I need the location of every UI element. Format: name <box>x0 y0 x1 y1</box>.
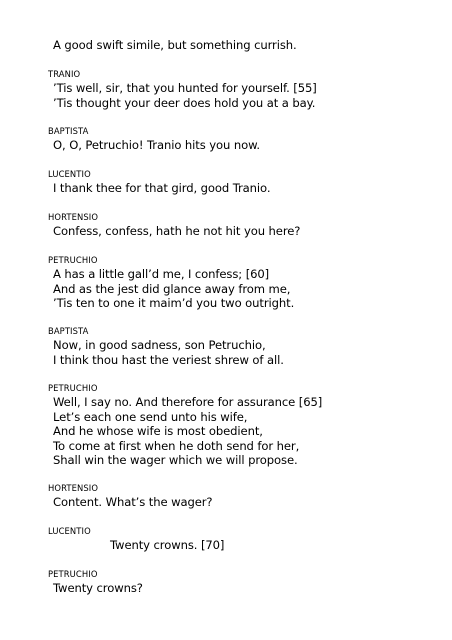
dialogue-line: I think thou hast the veriest shrew of all. <box>53 353 284 367</box>
dialogue-line: And as the jest did glance away from me, <box>53 282 291 296</box>
dialogue-line: A good swift simile, but something currish. <box>53 38 297 52</box>
dialogue-line: Twenty crowns? <box>53 581 143 595</box>
dialogue-line: To come at first when he doth send for her, <box>53 439 300 453</box>
speaker-name: HORTENSIO <box>48 483 99 493</box>
speaker-name: LUCENTIO <box>48 526 91 536</box>
dialogue-line: Well, I say no. And therefore for assurance [65] <box>53 395 323 409</box>
speaker-name: PETRUCHIO <box>48 569 98 579</box>
speaker-name: PETRUCHIO <box>48 255 98 265</box>
dialogue-line: Content. What’s the wager? <box>53 495 213 509</box>
speaker-name: TRANIO <box>48 69 81 79</box>
speaker-name: BAPTISTA <box>48 326 89 336</box>
speaker-name: BAPTISTA <box>48 126 89 136</box>
dialogue-line: Now, in good sadness, son Petruchio, <box>53 338 266 352</box>
dialogue-line: ’Tis well, sir, that you hunted for yourself. [55] <box>53 81 317 95</box>
dialogue-line: ’Tis thought your deer does hold you at a bay. <box>53 96 316 110</box>
dialogue-line: O, O, Petruchio! Tranio hits you now. <box>53 138 261 152</box>
dialogue-line: Confess, confess, hath he not hit you here? <box>53 224 301 238</box>
dialogue-line: I thank thee for that gird, good Tranio. <box>53 181 271 195</box>
dialogue-line: Let’s each one send unto his wife, <box>53 410 248 424</box>
speaker-name: PETRUCHIO <box>48 383 98 393</box>
dialogue-line: Twenty crowns. [70] <box>110 538 225 552</box>
speaker-name: LUCENTIO <box>48 169 91 179</box>
dialogue-line: And he whose wife is most obedient, <box>53 424 263 438</box>
dialogue-line: A has a little gall’d me, I confess; [60] <box>53 267 270 281</box>
dialogue-line: Shall win the wager which we will propose. <box>53 453 298 467</box>
speaker-name: HORTENSIO <box>48 212 99 222</box>
dialogue-line: ’Tis ten to one it maim’d you two outright. <box>53 296 295 310</box>
